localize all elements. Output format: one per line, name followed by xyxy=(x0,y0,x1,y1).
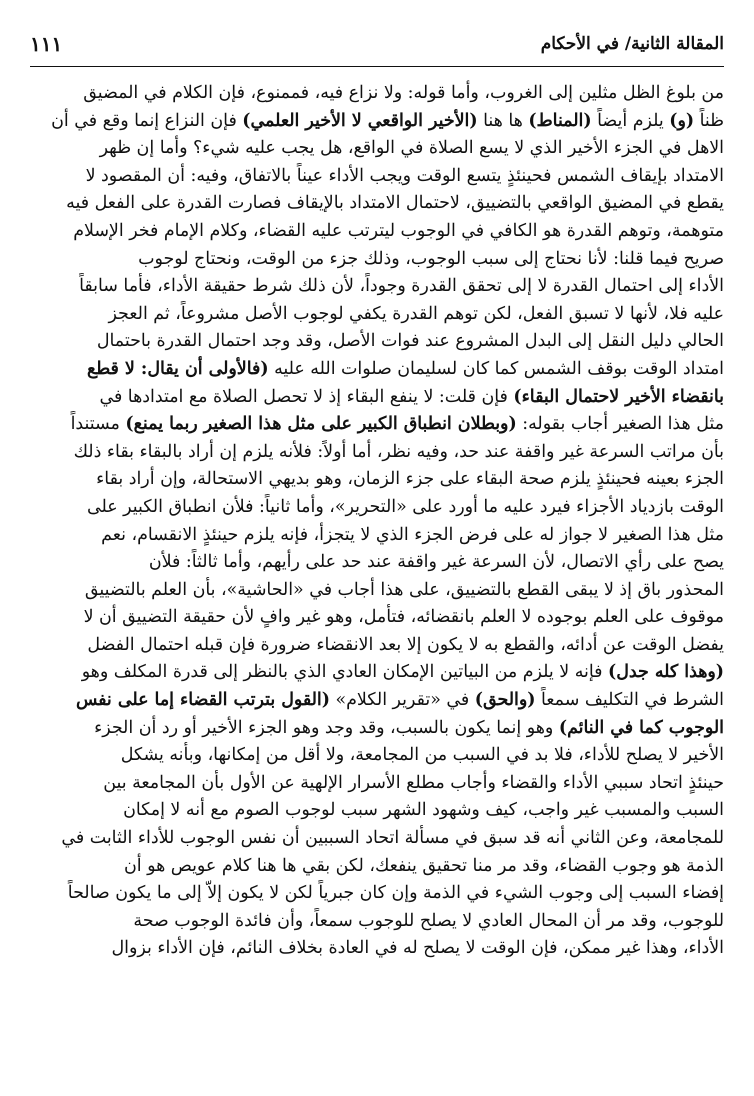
text-segment: يقطع في المضيق الواقعي بالتضييق، لاحتمال الامتداد بالإيقاف فصارت القدرة على الفعل فيه xyxy=(66,193,724,214)
text-segment: موقوف على العلم بوجوده لا العلم بانقضائه، فتأمل، وهو غير وافٍ لأن حقيقة التضييق أن لا xyxy=(83,607,724,628)
bold-text-segment: (والحق) xyxy=(474,690,536,711)
text-segment: فإنه لا يلزم من البياتين الإمكان العادي الذي بالنظر إلى قدرة المكلف وهو xyxy=(81,662,609,683)
text-segment: السبب والمسبب غير واجب، كيف وشهود الشهر سبب لوجوب الصوم مع أنه لا إمكان xyxy=(123,800,724,821)
text-segment: في «تقرير الكلام» xyxy=(329,690,475,711)
text-line xyxy=(30,908,724,936)
text-line xyxy=(30,163,724,191)
running-title: المقالة الثانية/ في الأحكام xyxy=(540,34,724,54)
bold-text-segment: (المناط) xyxy=(528,110,592,131)
text-line xyxy=(30,80,724,108)
text-segment: الوقت بازدياد الأجزاء فيرد عليه ما أورد على «التحرير»، وأما ثانياً: فلأن انطباق الكبير على xyxy=(86,496,724,517)
text-segment: بأن مراتب السرعة غير واقفة عند حد، وفيه نظر، أما أولاً: فلأنه يلزم إن أراد بالبقاء بقاء ذلك xyxy=(73,441,724,462)
text-segment: عليه فلا، لأنها لا تسبق الفعل، لكن توهم القدرة يكفي لوجوب الأصل مشروعاً، ثم العجز xyxy=(108,303,724,324)
text-line xyxy=(30,384,724,412)
text-segment: ها هنا xyxy=(477,110,529,131)
text-segment: الامتداد بإيقاف الشمس فحينئذٍ يتسع الوقت ويجب الأداء عيناً بالاتفاق، وفيه: أن المقصود لا xyxy=(85,165,724,186)
text-line xyxy=(30,301,724,329)
text-line xyxy=(30,825,724,853)
bold-text-segment: (فالأولى أن يقال: لا قطع xyxy=(87,358,269,379)
text-line xyxy=(30,135,724,163)
text-segment: فإن قلت: لا ينفع البقاء إذ لا تحصل الصلاة مع امتدادها في xyxy=(99,386,514,407)
text-line xyxy=(30,880,724,908)
bold-text-segment: الوجوب كما في النائم) xyxy=(558,717,724,738)
text-segment: مثل هذا الصغير أجاب بقوله: xyxy=(516,414,724,435)
text-segment: للوجوب، وقد مر أن المحال العادي لا يصلح للوجوب سمعاً، وأن فائدة الوجوب صحة xyxy=(133,910,724,931)
text-line xyxy=(30,466,724,494)
text-segment: المحذور باق إذ لا يبقى القطع بالتضييق، على هذا أجاب في «الحاشية»، بأن العلم بالتضييق xyxy=(84,579,724,600)
text-line xyxy=(30,659,724,687)
text-line xyxy=(30,328,724,356)
text-line xyxy=(30,522,724,550)
bold-text-segment: (وبطلان انطباق الكبير على مثل هذا الصغير ربما يمنع) xyxy=(125,414,517,435)
text-segment: متوهمة، وتوهم القدرة هو الكافي في الوجوب ليترتب عليه القضاء، وكلام الإمام فخر الإسلام xyxy=(73,220,724,241)
page-number: ١١١ xyxy=(30,32,63,56)
text-segment: امتداد الوقت بوقف الشمس كما كان لسليمان صلوات الله عليه xyxy=(268,358,724,379)
text-segment: الحالي دليل النقل إلى البدل المشروع عند فوات الأصل، وقد وجد احتمال القدرة باحتمال xyxy=(96,331,724,352)
bold-text-segment: (و) xyxy=(669,110,695,131)
text-segment: الأخير لا يصلح للأداء، فلا بد في السبب من المجامعة، ولا أقل من إمكانها، وبأنه يشكل xyxy=(120,745,724,766)
text-line xyxy=(30,273,724,301)
page-header xyxy=(30,30,724,67)
text-segment: الاهل في الجزء الأخير الذي لا يسع الصلاة في الواقع، هل يجب عليه شيء؟ وأما إن ظهر xyxy=(99,138,724,159)
text-line xyxy=(30,246,724,274)
text-line xyxy=(30,715,724,743)
text-line xyxy=(30,742,724,770)
text-segment: الأداء، وهذا غير ممكن، فإن الوقت لا يصلح له في العادة بخلاف النائم، فإن الأداء بزوال xyxy=(111,938,724,959)
text-line xyxy=(30,356,724,384)
text-segment: مثل هذا الصغير لا جواز له على فرض الجزء الذي لا يتجزأ، فإنه يلزم حينئذٍ الانقسام، نعم xyxy=(101,524,724,545)
text-line xyxy=(30,935,724,963)
bold-text-segment: (الأخير الواقعي لا الأخير العلمي) xyxy=(242,110,478,131)
bold-text-segment: (وهذا كله جدل) xyxy=(608,662,724,683)
text-segment: فإن النزاع إنما وقع في أن xyxy=(51,110,243,131)
text-line xyxy=(30,494,724,522)
text-line xyxy=(30,577,724,605)
text-line xyxy=(30,411,724,439)
text-segment: الشرط في التكليف سمعاً xyxy=(535,690,724,711)
text-line xyxy=(30,218,724,246)
text-segment: ظناً xyxy=(694,110,724,131)
text-line xyxy=(30,632,724,660)
text-line xyxy=(30,770,724,798)
text-segment: وهو إنما يكون بالسبب، وقد وجد وهو الجزء الأخير أو رد أن الجزء xyxy=(94,717,559,738)
text-segment: صريح فيما قلنا: لأنا نحتاج إلى سبب الوجوب، وذلك جزء من الوقت، ونحتاج لوجوب xyxy=(138,248,724,269)
text-line xyxy=(30,604,724,632)
text-segment: الأداء إلى احتمال القدرة لا إلى تحقق القدرة وجوداً، لأن ذلك شرط حقيقة الأداء، فأما سابقاً xyxy=(79,276,724,297)
bold-text-segment: بانقضاء الأخير لاحتمال البقاء) xyxy=(513,386,724,407)
text-segment: الجزء بعينه فحينئذٍ يلزم صحة البقاء على جزء الزمان، وهو بديهي الاستحالة، وإن أراد بقاء xyxy=(96,469,724,490)
text-line xyxy=(30,687,724,715)
text-segment: من بلوغ الظل مثلين إلى الغروب، وأما قوله: ولا نزاع فيه، فممنوع، فإن الكلام في المضيق xyxy=(83,83,724,103)
text-line xyxy=(30,190,724,218)
text-segment: يفضل الوقت عن أدائه، والقطع به لا يكون إلا بعد الانقضاء ضرورة فإن قبله احتمال الفضل xyxy=(87,634,724,655)
text-line xyxy=(30,108,724,136)
text-segment: الذمة هو وجوب القضاء، وقد مر منا تحقيق ينفعك، لكن بقي ها هنا كلام عويص هو أن xyxy=(123,855,724,876)
text-segment: للمجامعة، وعن الثاني أنه قد سبق في مسألة اتحاد السببين أن نفس الوجوب للأداء الثابت في xyxy=(61,828,724,849)
body-text xyxy=(30,80,724,963)
text-line xyxy=(30,549,724,577)
bold-text-segment: (القول بترتب القضاء إما على نفس xyxy=(75,690,330,711)
text-segment: يصح على رأي الاتصال، لأن السرعة غير واقفة عند حد على رأيهم، وأما ثالثاً: فلأن xyxy=(148,552,724,573)
text-line xyxy=(30,853,724,881)
text-segment: إفضاء السبب إلى وجوب الشيء في الذمة وإن كان جبرياً لكن لا يكون إلاّ إلى ما يكون صالحاً xyxy=(67,883,724,904)
text-segment: حينئذٍ اتحاد سببي الأداء والقضاء وأجاب مطلع الأسرار الإلهية عن الأول بأن المجامعة بين xyxy=(103,772,724,793)
text-segment: مستنداً xyxy=(70,414,126,435)
text-line xyxy=(30,797,724,825)
text-line xyxy=(30,439,724,467)
text-segment: يلزم أيضاً xyxy=(591,110,670,131)
